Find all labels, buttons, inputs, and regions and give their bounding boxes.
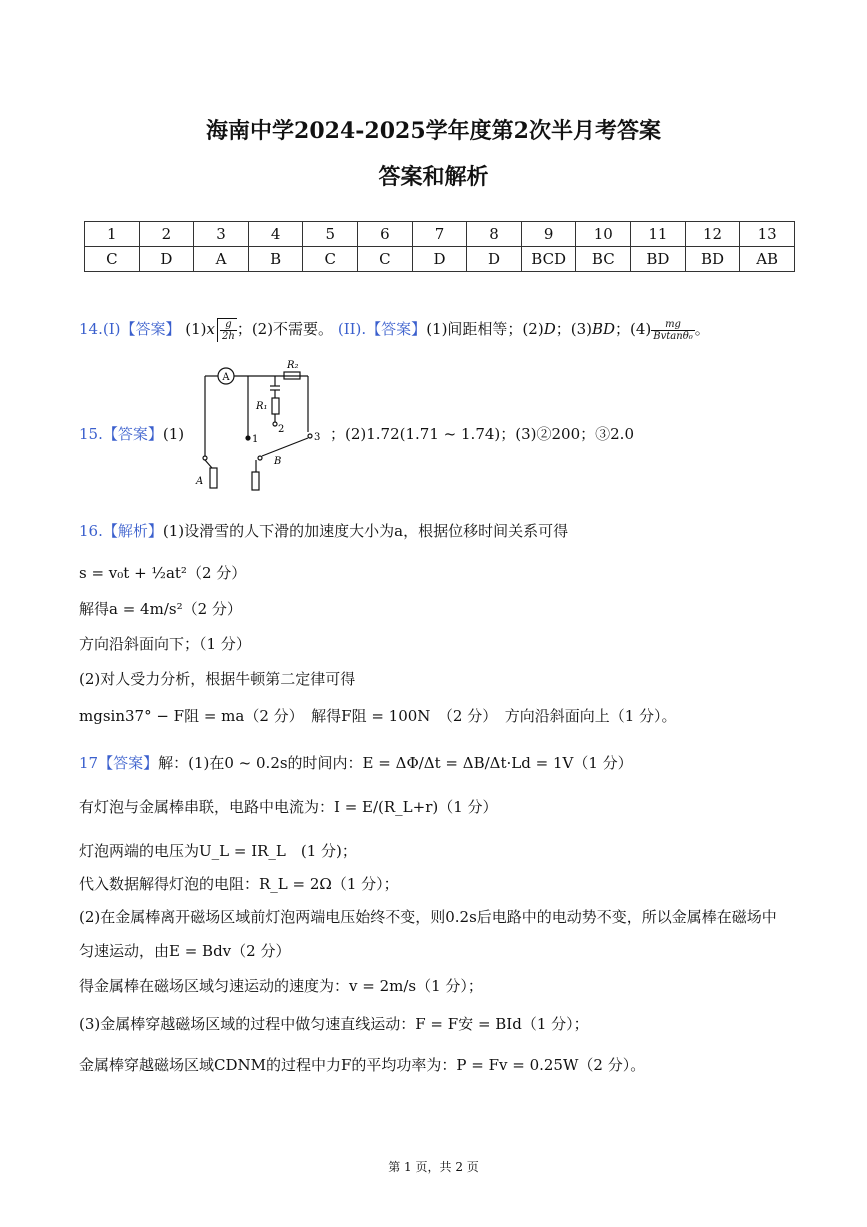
answer-table-answer-cell: C — [85, 247, 140, 272]
q14-tag: 【答案】 — [120, 320, 181, 338]
q16-line-2: s = v₀t + ½at²（2 分） — [79, 564, 247, 582]
q17-line-4: 代入数据解得灯泡的电阻：R_L = 2Ω（1 分）； — [79, 875, 399, 893]
answer-table-number-cell: 8 — [467, 222, 522, 247]
q17-text-1: 解：(1)在0 ~ 0.2s的时间内：E = ΔΦ/Δt = ΔB/Δt·Ld = 1V（1 分） — [158, 754, 633, 772]
q17-label: 17 — [79, 754, 99, 772]
q15-tag: 【答案】 — [102, 425, 163, 443]
q15-line-left — [79, 424, 184, 444]
page-title: 海南中学2024-2025学年度第2次半月考答案 — [206, 118, 661, 144]
q14-tag2: 【答案】 — [366, 320, 427, 338]
answer-table-number-cell: 13 — [740, 222, 795, 247]
answer-table-answer-cell: AB — [740, 247, 795, 272]
q14-part3: (1)间距相等；(2) — [426, 320, 544, 338]
answer-table-answer-row — [85, 247, 795, 272]
q14-g: g — [220, 319, 237, 331]
q14-2h: 2h — [222, 331, 235, 342]
answer-table-number-cell: 6 — [358, 222, 413, 247]
q16-label: 16. — [79, 522, 103, 540]
circuit-label-r1: R₁ — [256, 401, 268, 412]
q14-d: D — [543, 320, 556, 338]
q14-end: 。 — [694, 320, 710, 338]
q17-line-5: (2)在金属棒离开磁场区域前灯泡两端电压始终不变，则0.2s后电路中的电动势不变，所以金属棒在磁场中 — [79, 908, 777, 926]
answer-table-answer-cell: BD — [631, 247, 686, 272]
q14-part5: ；(4) — [615, 320, 652, 338]
q17-line-6: 匀速运动，由E = Bdv（2 分） — [79, 942, 291, 960]
q15-part1: (1) — [162, 425, 185, 443]
q17-tag: 【答案】 — [98, 754, 159, 772]
q16-line-4: 方向沿斜面向下；（1 分） — [79, 635, 251, 653]
circuit-label-b: B — [274, 456, 282, 467]
q16-tag: 【解析】 — [102, 522, 163, 540]
answer-table-number-cell: 7 — [412, 222, 467, 247]
circuit-label-3: 3 — [314, 432, 321, 443]
q16-line-6: mgsin37° − F阻 = ma（2 分） 解得F阻 = 100N （2 分） 方向沿斜面向上（1 分）。 — [79, 707, 677, 725]
answer-table-number-cell: 1 — [85, 222, 140, 247]
q14-label-a: 14.(I) — [79, 320, 121, 338]
q14-part4: ；(3) — [555, 320, 592, 338]
circuit-label-2: 2 — [278, 424, 285, 435]
q14-fraction — [651, 319, 694, 342]
answer-table-answer-cell: BC — [576, 247, 631, 272]
answer-table-number-cell: 3 — [194, 222, 249, 247]
circuit-label-a: A — [196, 476, 204, 487]
answer-table-answer-cell: C — [303, 247, 358, 272]
answer-table-answer-cell: BCD — [521, 247, 576, 272]
answer-table-answer-cell: D — [467, 247, 522, 272]
q14-mg: mg — [651, 319, 694, 331]
q14-label-b: (II). — [337, 320, 367, 338]
q17-line-8: (3)金属棒穿越磁场区域的过程中做匀速直线运动：F = F安 = BId（1 分）； — [79, 1015, 589, 1033]
q14-bd: BD — [591, 320, 616, 338]
q14-line — [79, 318, 710, 342]
q16-text-1: (1)设滑雪的人下滑的加速度大小为a，根据位移时间关系可得 — [162, 522, 569, 540]
answer-table-answer-cell: A — [194, 247, 249, 272]
answer-table-number-cell: 4 — [248, 222, 303, 247]
q15-line-right: ；(2)1.72(1.71 ~ 1.74)；(3)②200；③2.0 — [330, 425, 634, 443]
answer-table-number-cell: 2 — [139, 222, 194, 247]
answer-table-number-cell: 10 — [576, 222, 631, 247]
answer-table — [84, 221, 795, 272]
q14-x: x — [206, 320, 215, 338]
circuit-label-1: 1 — [252, 434, 259, 445]
q17-line-3: 灯泡两端的电压为U_L = IR_L (1 分)； — [79, 842, 357, 860]
q14-part2: ；(2)不需要。 — [236, 320, 334, 338]
answer-table-number-cell: 9 — [521, 222, 576, 247]
circuit-label-r2: R₂ — [287, 360, 299, 371]
q16-line-3: 解得a = 4m/s²（2 分） — [79, 600, 242, 618]
answer-table-answer-cell: BD — [685, 247, 740, 272]
q14-sqrt — [217, 318, 237, 342]
answer-table-answer-cell: B — [248, 247, 303, 272]
answer-table-number-row — [85, 222, 795, 247]
q15-label: 15. — [79, 425, 103, 443]
answer-table-answer-cell: D — [139, 247, 194, 272]
answer-table-answer-cell: C — [358, 247, 413, 272]
circuit-label-ammeter: A — [222, 372, 230, 383]
q17-line-2: 有灯泡与金属棒串联，电路中电流为：I = E/(R_L+r)（1 分） — [79, 798, 498, 816]
q14-den: Bvtanθ₀ — [653, 330, 693, 342]
q14-part1: (1) — [185, 320, 207, 338]
q17-line-7: 得金属棒在磁场区域匀速运动的速度为：v = 2m/s（1 分）； — [79, 977, 483, 995]
answer-table-number-cell: 5 — [303, 222, 358, 247]
q16-line-1 — [79, 521, 568, 541]
q16-line-5: (2)对人受力分析，根据牛顿第二定律可得 — [79, 670, 356, 688]
q17-line-9: 金属棒穿越磁场区域CDNM的过程中力F的平均功率为：P = Fv = 0.25W（2 分）。 — [79, 1056, 646, 1074]
answer-table-number-cell: 11 — [631, 222, 686, 247]
circuit-diagram — [190, 356, 330, 496]
page-subtitle: 答案和解析 — [378, 164, 489, 190]
answer-table-answer-cell: D — [412, 247, 467, 272]
q17-line-1 — [79, 753, 633, 773]
page-footer: 第 1 页，共 2 页 — [388, 1160, 479, 1174]
answer-table-number-cell: 12 — [685, 222, 740, 247]
